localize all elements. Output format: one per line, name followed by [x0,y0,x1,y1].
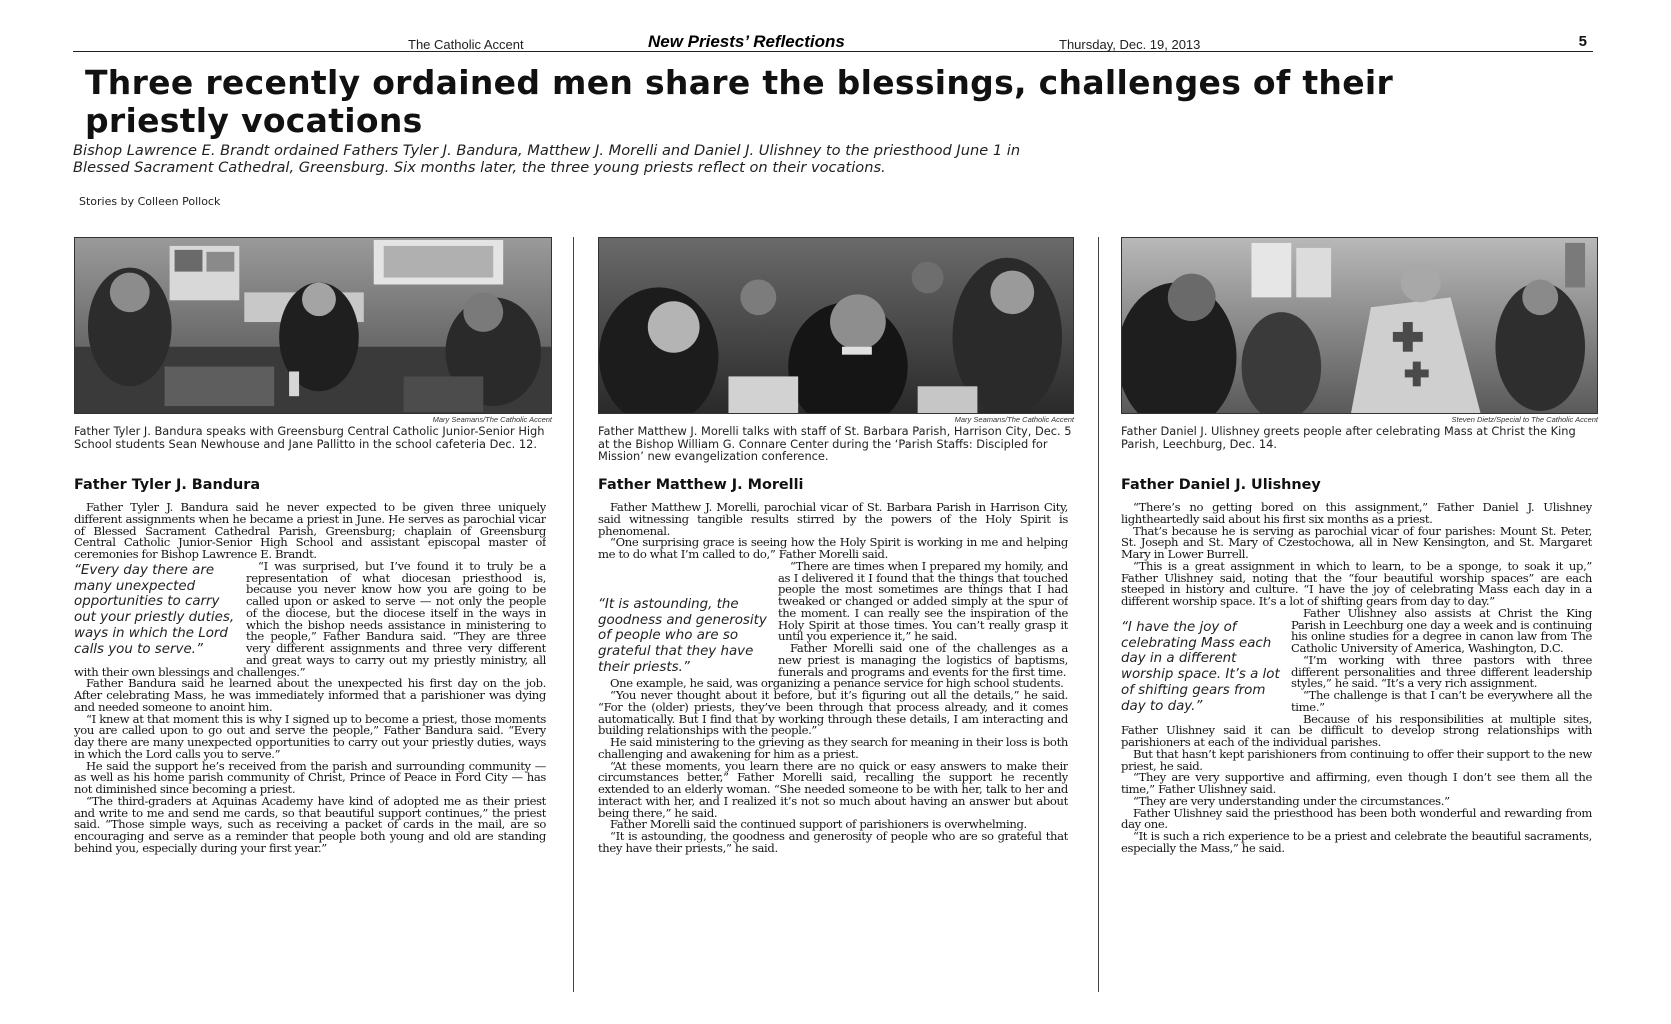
article-paragraph: “There’s no getting bored on this assignment,” Father Daniel J. Ulishney lightheartedly said about his first six months as a priest. [1121,502,1592,526]
article-paragraph: “The third-graders at Aquinas Academy have kind of adopted me as their priest and write to me and send me cards, so that beautiful support continues,” the priest said. “Those simple ways, such as receiving a packet of cards in the mail, are so encouraging and serve as a reminder that people both young and old are standing behind you, especially during your first year.” [74,793,546,855]
photo-credit: Steven Dietz/Special to The Catholic Accent [1451,415,1598,424]
deck-subtitle: Bishop Lawrence E. Brandt ordained Fathers Tyler J. Bandura, Matthew J. Morelli and Daniel J. Ulishney to the priesthood June 1 in Blessed Sacrament Cathedral, Greensburg. Six months later, the three young priests reflect on their vocations. [73,142,1021,176]
article-paragraph: But that hasn’t kept parishioners from continuing to offer their support to the new priest, he said. [1121,746,1592,773]
newspaper-name: The Catholic Accent [408,37,524,52]
column-heading: Father Matthew J. Morelli [598,477,804,493]
article-paragraph: Because of his responsibilities at multiple sites, Father Ulishney said it can be difficult to develop strong relationships with parishioners at each of the individual parishes. [1121,711,1592,749]
photo-morelli-conference [598,237,1074,414]
article-paragraph: Father Ulishney also assists at Christ the King Parish in Leechburg one day a week and is continuing his online studies for a degree in canon law from The Catholic University of America, Washington, D.C. [1291,605,1592,655]
article-paragraph: “They are very understanding under the circumstances.” [1133,793,1450,808]
photo-caption: Father Tyler J. Bandura speaks with Greensburg Central Catholic Junior-Senior High School students Sean Newhouse and Jane Pallitto in the school cafeteria Dec. 12. [74,424,545,451]
column-divider [573,237,574,992]
photo-ulishney-greeting [1121,237,1598,414]
issue-date: Thursday, Dec. 19, 2013 [1059,37,1201,52]
article-paragraph: One example, he said, was organizing a penance service for high school students. [610,676,1064,691]
masthead [73,32,1593,52]
byline: Stories by Colleen Pollock [79,195,221,208]
article-paragraph: Father Morelli said the continued support of parishioners is overwhelming. [610,817,1027,832]
column-heading: Father Tyler J. Bandura [74,477,261,493]
article-body [1121,502,1592,990]
column-divider [1098,237,1099,992]
column-heading: Father Daniel J. Ulishney [1121,477,1321,493]
article-paragraph: Father Tyler J. Bandura said he never expected to be given three uniquely different assignments when he became a priest in June. He serves as parochial vicar of Blessed Sacrament Cathedral Parish, Greensburg; chaplain of Greensburg Central Catholic Junior-Senior High School and assistant episcopal master of ceremonies for Bishop Lawrence E. Brandt. [74,502,546,561]
article-paragraph: “The challenge is that I can’t be everywhere all the time.” [1291,688,1592,714]
article-paragraph: “I was surprised, but I’ve found it to truly be a representation of what diocesan priesthood is, because you never know how you are going to be called upon or asked to serve — not only the people of the diocese, but the diocese itself in the ways in which the bishop needs assistance in ministering to the people,” Father Bandura said. “They are three very different assignments and three very different and great ways to carry out my priestly ministry, all with their own blessings and challenges.” [74,558,546,679]
pull-quote: “I have the joy of celebrating Mass each day in a different worship space. It’s a lot of shifting gears from day to day.” [1121,619,1280,714]
photo-caption: Father Daniel J. Ulishney greets people after celebrating Mass at Christ the King Parish, Leechburg, Dec. 14. [1121,424,1576,451]
photo-caption: Father Matthew J. Morelli talks with staff of St. Barbara Parish, Harrison City, Dec. 5 at the Bishop William G. Connare Center during the ‘Parish Staffs: Discipled for Mission’ new evangelization conference. [598,424,1072,464]
article-paragraph: Father Bandura said he learned about the unexpected his first day on the job. After celebrating Mass, he was immediately informed that a parishioner was dying and needed someone to anoint him. [74,676,546,714]
article-paragraph: “It is astounding, the goodness and generosity of people who are so grateful that they have their priests,” he said. [598,829,1068,855]
article-paragraph: “One surprising grace is seeing how the Holy Spirit is working in me and helping me to do what I’m called to do,” Father Morelli said. [598,535,1068,561]
section-title: New Priests’ Reflections [648,32,845,51]
photo-credit: Mary Seamans/The Catholic Accent [432,415,552,424]
article-paragraph: “There are times when I prepared my homily, and as I delivered it I found that the things that touched people the most sometimes are things that I had tweaked or changed or added simply at the spur of the moment. I can really see the inspiration of the Holy Spirit at those times. You can’t really grasp it until you experience it,” he said. [778,558,1068,644]
article-paragraph: Father Matthew J. Morelli, parochial vicar of St. Barbara Parish in Harrison City, said witnessing tangible results stirred by the powers of the Holy Spirit is phenomenal. [598,502,1068,538]
article-paragraph: “They are very supportive and affirming, even though I don’t see them all the time,” Father Ulishney said. [1121,770,1592,796]
headline: Three recently ordained men share the blessings, challenges of their priestly vocations [85,63,1394,140]
photo-bandura-cafeteria [74,237,552,414]
article-paragraph: He said the support he’s received from the parish and surrounding community — as well as his home parish community of Christ, Prince of Peace in Ford City — has not diminished since becoming a priest. [74,758,546,796]
article-paragraph: “This is a great assignment in which to learn, to be a sponge, to soak it up,” Father Ulishney said, noting that the “four beautiful worship spaces” are each steeped in history and culture. “I have the joy of celebrating Mass each day in a different worship space. It’s a lot of shifting gears from day to day.” [1121,558,1592,608]
article-paragraph: Father Ulishney said the priesthood has been both wonderful and rewarding from day one. [1121,805,1592,832]
article-body [74,502,546,990]
article-paragraph: “It is such a rich experience to be a priest and celebrate the beautiful sacraments, especially the Mass,” he said. [1121,829,1592,855]
article-paragraph: “I’m working with three pastors with three different personalities and three different leadership styles,” he said. “It’s a very rich assignment. [1291,652,1592,691]
pull-quote: “It is astounding, the goodness and generosity of people who are so grateful that they have their priests.” [598,596,767,675]
article-paragraph: “You never thought about it before, but it’s figuring out all the details,” he said. “For the (older) priests, they’ve been through that process already, and it comes automatically. But I find that by working through these details, I am interacting and building relationships with the people.” [598,688,1068,738]
article-paragraph: He said ministering to the grieving as they search for meaning in their loss is both challenging and awakening for him as a priest. [598,735,1068,761]
article-paragraph: “I knew at that moment this is why I signed up to become a priest, those moments you are called upon to go out and serve the people,” Father Bandura said. “Every day there are many unexpected opportunities to carry out your priestly duties, ways in which the Lord calls you to serve.” [74,711,546,761]
article-paragraph: “At these moments, you learn there are no quick or easy answers to make their circumstances better,” Father Morelli said, recalling the support he recently extended to an elderly woman. “She needed someone to be with her, talk to her and interact with her, and I realized it’s not so much about having an answer but about being there,” he said. [598,758,1068,820]
article-paragraph: That’s because he is serving as parochial vicar of four parishes: Mount St. Peter, St. Joseph and St. Mary of Czestochowa, all in New Kensington, and St. Margaret Mary in Lower Burrell. [1121,523,1592,561]
article-body [598,502,1068,990]
page-number: 5 [1578,33,1587,50]
article-paragraph: Father Morelli said one of the challenges as a new priest is managing the logistics of baptisms, funerals and programs and events for the first time. [778,641,1068,679]
pull-quote: “Every day there are many unexpected opportunities to carry out your priestly duties, ways in which the Lord calls you to serve.” [74,562,235,657]
photo-credit: Mary Seamans/The Catholic Accent [954,415,1074,424]
